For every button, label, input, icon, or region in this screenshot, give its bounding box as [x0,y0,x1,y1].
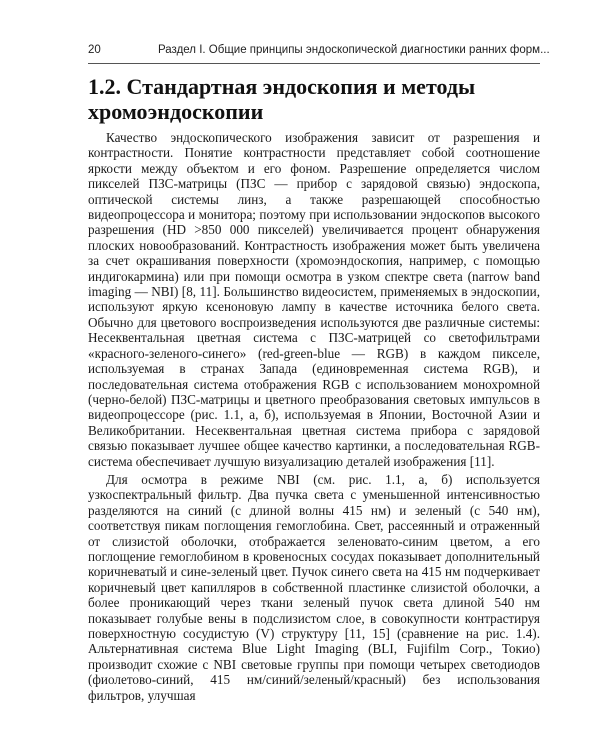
header-rule [88,63,540,64]
page-header [88,44,550,62]
body-text [88,130,540,703]
paragraph-2: Для осмотра в режиме NBI (см. рис. 1.1, а, б) используется узкоспектральный фильтр. Два пучка света с уменьшенной интенсивностью разделяются на синий (с длиной волны 415 нм) и зеленый (с 540 нм), соответствуя пикам поглощения гемоглобина. Свет, рассеянный и отраженный от слизистой оболочки, отображается зеленовато-синим цветом, а его поглощение гемоглобином в кровеносных сосудах показывает дополнительный коричневатый и сине-зеленый цвет. Пучок синего света на 415 нм подчеркивает коричневый цвет капилляров в собственной пластинке слизистой оболочки, а более проникающий через ткани зеленый пучок света длиной 540 нм показывает голубые вены в подслизистом слое, в совокупности контрастируя поверхностную сосудистую (V) структуру [11, 15] (сравнение на рис. 1.4). Альтернативная система Blue Light Imaging (BLI, Fujifilm Corp., Токио) производит схожие с NBI световые группы при помощи четырех светодиодов (фиолетово-синий, 415 нм/синий/зеленый/красный) без использования фильтров, улучшая [88,471,540,703]
section-title [88,74,540,124]
section-title-line-2: хромоэндоскопии [88,99,264,124]
paragraph-1: Качество эндоскопического изображения зависит от разрешения и контрастности. Понятие контрастности представляет собой соотношение яркости между объектом и его фоном. Разрешение определяется числом пикселей ПЗС-матрицы (ПЗС — прибор с зарядовой связью) эндоскопа, оптической системы линз, а также разрешающей способностью видеопроцессора и монитора; поэтому при использовании эндоскопов высокого разрешения (HD >850 000 пикселей) увеличивается процент обнаружения плоских новообразований. Контрастность изображения может быть увеличена за счет окрашивания поверхности (хромоэндоскопия, например, с помощью индигокармина) или при помощи осмотра в узком спектре света (narrow band imaging — NBI) [8, 11]. Большинство видеосистем, применяемых в эндоскопии, используют яркую ксеноновую лампу в качестве источника белого света. Обычно для цветового воспроизведения используются две различные системы: Несеквентальная цветная система с ПЗС-матрицей со светофильтрами «красного-зеленого-синего» (red-green-blue — RGB) в каждом пикселе, используемая в странах Запада (единовременная система RGB), и последовательная система отображения RGB с использованием монохромной (черно-белой) ПЗС-матрицы и цветного преобразования световых импульсов в видеопроцессоре (рис. 1.1, а, б), используемая в Японии, Восточной Азии и Великобритании. Несеквентальная цветная система прибора с зарядовой связью показывает лучшее общее качество картинки, а последовательная RGB-система обеспечивает лучшую визуализацию деталей изображения [11]. [88,130,540,469]
running-head: Раздел I. Общие принципы эндоскопической диагностики ранних форм... [158,44,550,56]
page-number: 20 [88,44,101,56]
section-title-line-1: 1.2. Стандартная эндоскопия и методы [88,74,476,99]
